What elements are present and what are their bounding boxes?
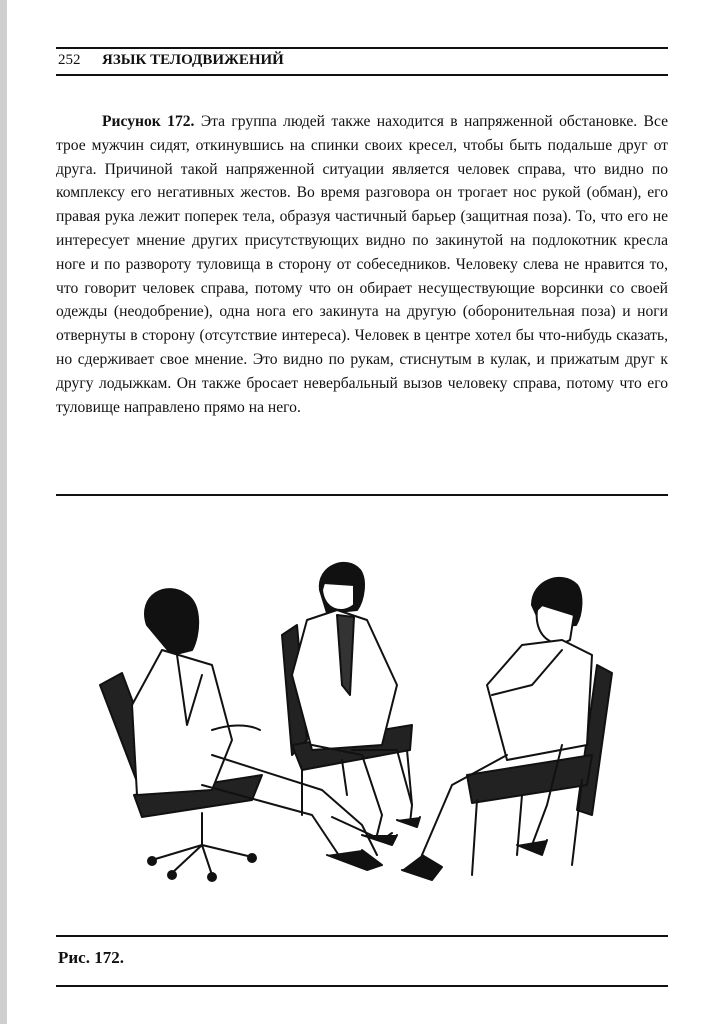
section-rule xyxy=(56,494,668,496)
page-number: 252 xyxy=(58,52,81,68)
caption-bottom-rule xyxy=(56,985,668,987)
body-text: Эта группа людей также находится в напряженной обстановке. Все трое мужчин сидят, откинувшись на спинки своих кресел, чтобы быть подальше друг от друга. Причиной такой напряженной ситуации является человек справа, что видно по комплексу его негативных жестов. Во время разговора он трогает нос рукой (обман), его правая рука лежит поперек тела, образуя частичный барьер (защитная поза). То, что его не интересует мнение других присутствующих видно по закинутой на подлокотник кресла ноге и по развороту туловища в сторону от собеседников. Человеку слева не нравится то, что говорит человек справа, потому что он обирает несуществующие ворсинки со своей одежды (неодобрение), одна нога его закинута на другую (оборонительная поза) и ноги отвернуты в сторону (отсутствие интереса). Человек в центре хотел бы что-нибудь сказать, но сдерживает свое мнение. Это видно по рукам, стиснутым в кулак, и прижатым друг к другу лодыжкам. Он также бросает невербальный вызов человеку справа, потому что его туловище направлено прямо на него. xyxy=(56,113,668,416)
running-header xyxy=(58,52,668,69)
three-seated-men-illustration xyxy=(92,555,632,900)
figure-reference: Рисунок 172. xyxy=(102,113,195,130)
header-top-rule xyxy=(56,47,668,49)
right-man xyxy=(402,578,592,880)
header-bottom-rule xyxy=(56,74,668,76)
body-paragraph xyxy=(56,110,668,419)
center-man xyxy=(292,563,420,845)
running-title: ЯЗЫК ТЕЛОДВИЖЕНИЙ xyxy=(102,52,284,68)
figure-caption: Рис. 172. xyxy=(58,948,124,967)
page-edge xyxy=(0,0,7,1024)
caption-top-rule xyxy=(56,935,668,937)
